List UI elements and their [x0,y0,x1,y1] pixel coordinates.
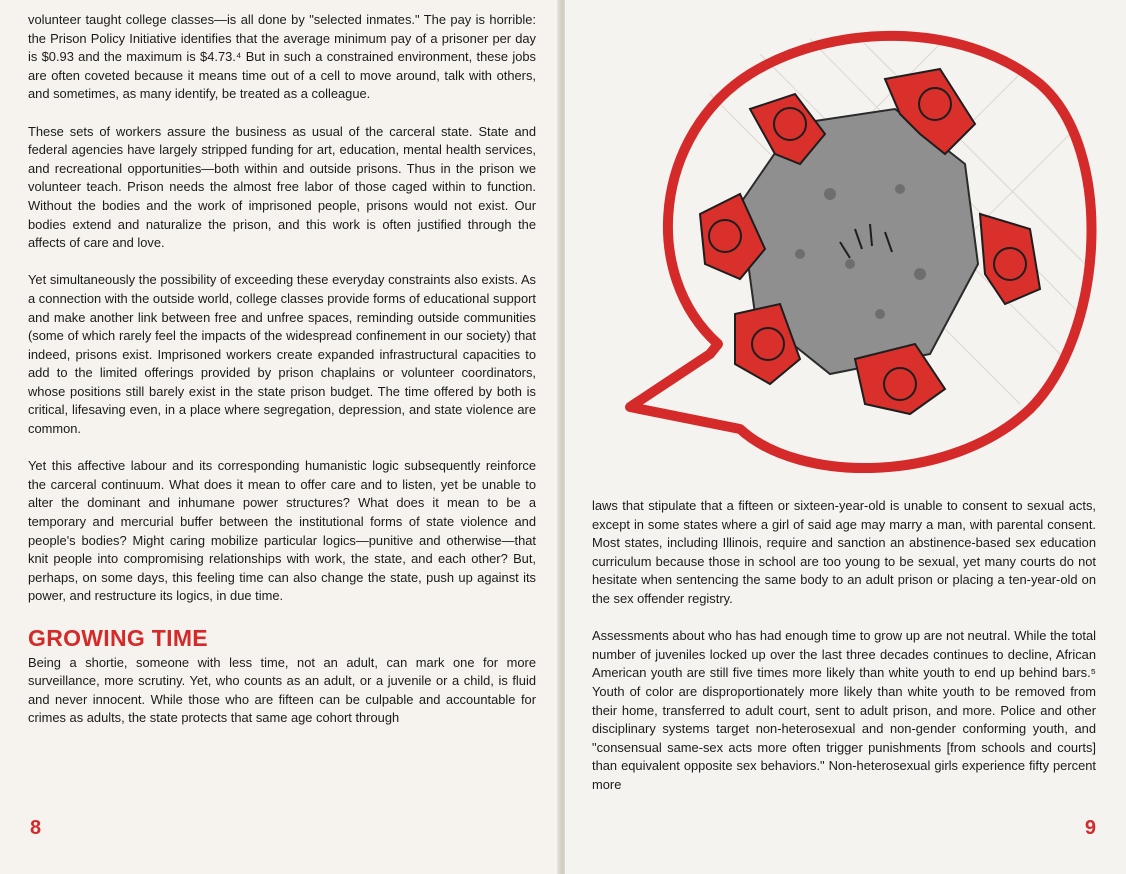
page-number-left: 8 [30,817,42,839]
right-page [565,0,1126,874]
page-number-right: 9 [1084,817,1096,839]
right-text-column [592,497,1096,813]
left-paragraph-1: volunteer taught college classes—is all done by "selected inmates." The pay is horrible: the Prison Policy Initiative identifies that the average minimum pay of a prisoner per day is $0.93 and the maximum is $4.73.⁴ But in such a constrained environment, these jobs are often coveted because it means time out of a cell to move around, talk with others, and sometimes, as many identify, be treated as a colleague. [28,12,536,102]
right-paragraph-2: Assessments about who has had enough time to grow up are not neutral. While the total number of juveniles locked up over the last three decades continues to decline, African American youth are still five times more likely than white youth to end up behind bars.⁵ Youth of color are disproportionately more likely than white youth to be removed from their home, transferred to adult court, sent to adult prison, and more. Police and other disciplinary systems target non-heterosexual and non-gender conforming youth, and "consensual same-sex acts more often trigger punishments [from schools and courts] than equivalent opposite sex behaviors." Non-heterosexual girls experience fifty percent more [592,628,1096,792]
left-paragraph-4: Yet this affective labour and its corresponding humanistic logic subsequently reinforce the carceral continuum. What does it mean to offer care and to listen, yet be unable to alter the dominant and inhumane power structures? What does it mean to be a temporary and mercurial buffer between the institutional forms of state violence and people's bodies? Might caring mobilize particular logics—punitive and otherwise—that knit people into compromising relationships with work, the state, and each other? But, perhaps, on some days, this feeling time can also change the state, push up against its power, and restructure its logics, in due time. [28,458,536,604]
left-page [0,0,561,874]
left-text-column [28,11,536,747]
left-paragraph-3: Yet simultaneously the possibility of exceeding these everyday constraints also exists. As a connection with the outside world, college classes provide forms of educational support and make another link between free and unfree spaces, reminding outside communities (some of which rarely feel the impacts of the widespread confinement in our society) that indeed, prisons exist. Imprisoned workers create expanded infrastructural capacities to add to the limited offerings provided by prison chaplains or volunteer coordinators, whose positions still barely exist in the state prison budget. The time offered by both is critical, lifesaving even, in a place where segregation, depression, and state violence are common. [28,272,536,437]
speech-bubble-table-illustration [600,14,1100,489]
left-paragraph-2: These sets of workers assure the business as usual of the carceral state. State and federal agencies have largely stripped funding for art, education, mental health services, and recreational opportunities—both within and outside prisons. Thus in the prison we volunteer teach. Prison needs the almost free labor of those caged within to function. Without the bodies and the work of imprisoned people, prisons would not exist. Our bodies extend and naturalize the prison, and this work is often justified through the affects of care and love. [28,123,536,251]
section-heading: GROWING TIME [28,624,208,651]
person-right [980,214,1040,304]
left-paragraph-5: Being a shortie, someone with less time, not an adult, can mark one for more surveillance, more scrutiny. Yet, who counts as an adult, or a juvenile or a child, is fluid and never innocent. While those who are fifteen can be culpable and accountable for crimes as adults, the state protects that same age cohort through [28,654,536,726]
right-paragraph-1: laws that stipulate that a fifteen or sixteen-year-old is unable to consent to sexual acts, except in some states where a girl of said age may marry a man, with parental consent. Most states, including Illinois, require and sanction an abstinence-based sex education curriculum because those in school are too young to be sexual, yet many courts do not hesitate when sentencing the same body to an adult prison or placing a ten-year-old on the sex offender registry. [592,498,1096,606]
